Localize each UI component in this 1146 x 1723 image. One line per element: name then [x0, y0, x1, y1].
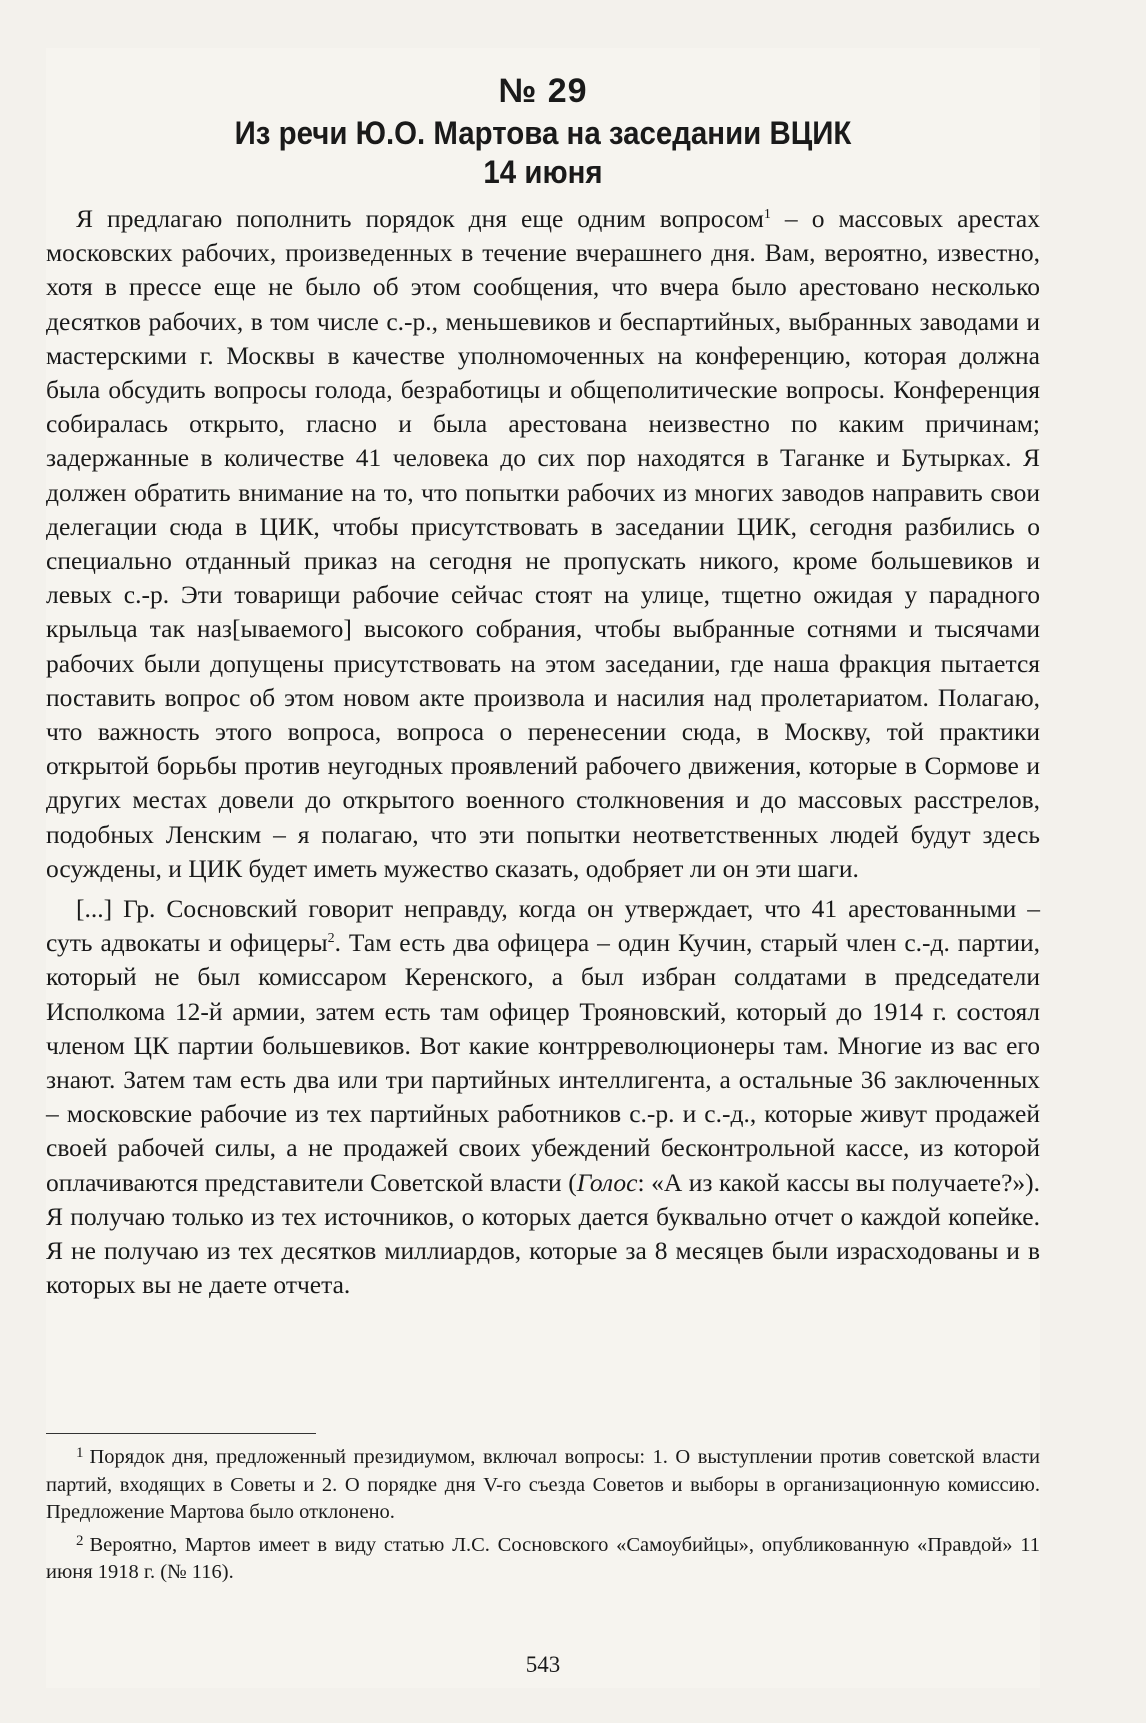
footnote-2: [46, 1532, 1040, 1587]
speech-text: [46, 202, 1040, 1303]
document-title-line-1: Из речи Ю.О. Мартова на заседании ВЦИК: [234, 115, 852, 151]
book-page: [46, 48, 1040, 1688]
paragraph-2-italic-voice: Голос: [576, 1167, 638, 1197]
footnote-ref-2: 2: [327, 931, 335, 947]
document-number: № 29: [498, 72, 588, 110]
paragraph-2-text-a: [...] Гр. Сосновский говорит неправду, когда он утверждает, что 41 арестованными – суть адвокаты и офицеры: [46, 894, 1040, 958]
footnote-divider: [46, 1433, 316, 1434]
page-number: 543: [525, 1652, 561, 1677]
footnote-1-text: Порядок дня, предложенный президиумом, включал вопросы: 1. О выступлении против советской власти партий, входящих в Советы и 2. О порядке дня V-го съезда Советов и выборы в организационную комиссию. Предложение Мартова было отклонено.: [46, 1446, 1040, 1523]
paragraph-1-text-b: – о массовых арестах московских рабочих, произведенных в течение вчерашнего дня. Вам, вероятно, известно, хотя в прессе еще не было об этом сообщения, что вчера было арестовано несколько десятков рабочих, в том числе с.-р., меньшевиков и беспартийных, выбранных заводами и мастерскими г. Москвы в качестве уполномоченных на конференцию, которая должна была обсудить вопросы голода, безработицы и общеполитические вопросы. Конференция собиралась открыто, гласно и была арестована неизвестно по каким причинам; задержанные в количестве 41 человека до сих пор находятся в Таганке и Бутырках. Я должен обратить внимание на то, что попытки рабочих из многих заводов направить свои делегации сюда в ЦИК, чтобы присутствовать в заседании ЦИК, сегодня разбились о специально отданный приказ на сегодня не пропускать никого, кроме большевиков и левых с.-р. Эти товарищи рабочие сейчас стоят на улице, тщетно ожидая у парадного крыльца так наз[ываемого] высокого собрания, чтобы выбранные сотнями и тысячами рабочих были допущены присутствовать на этом заседании, где наша фракция пытается поставить вопрос об этом новом акте произвола и насилия над пролетариатом. Полагаю, что важность этого вопроса, вопроса о перенесении сюда, в Москву, той практики открытой борьбы против неугодных проявлений рабочего движения, которые в Сормове и других местах довели до открытого военного столкновения и до массовых расстрелов, подобных Ленским – я полагаю, что эти попытки неответственных людей будут здесь осуждены, и ЦИК будет иметь мужество сказать, одобряет ли он эти шаги.: [46, 204, 1040, 883]
paragraph-1-text-a: Я предлагаю пополнить порядок дня еще одним вопросом: [76, 204, 764, 233]
footnote-ref-1: 1: [763, 207, 771, 222]
paragraph-2: [46, 892, 1040, 1302]
footnote-1: [46, 1444, 1040, 1527]
paragraph-1: [46, 202, 1040, 886]
footnote-1-mark: 1: [76, 1445, 84, 1461]
document-title: [86, 114, 1000, 192]
paragraph-2-text-b: . Там есть два офицера – один Кучин, старый член с.-д. партии, который не был комиссаром Керенского, а был избран солдатами в председатели Исполкома 12-й армии, затем есть там офицер Трояновский, который до 1914 г. состоял членом ЦК партии большевиков. Вот какие контрреволюционеры там. Многие из вас его знают. Затем там есть два или три партийных интеллигента, а остальные 36 заключенных – московские рабочие из тех партийных работников с.-р. и с.-д., которые живут продажей своей рабочей силы, а не продажей своих убеждений бесконтрольной кассе, из которой оплачиваются представители Советской власти (: [46, 928, 1040, 1197]
footnote-2-text: Вероятно, Мартов имеет в виду статью Л.С. Сосновского «Самоубийцы», опубликованную «Правдой» 11 июня 1918 г. (№ 116).: [46, 1533, 1040, 1583]
footnote-2-mark: 2: [76, 1532, 84, 1549]
footnotes: [46, 1444, 1040, 1587]
document-title-line-2: 14 июня: [483, 154, 603, 190]
paragraph-2-text-c: : «А из какой кассы вы получаете?»). Я получаю только из тех источников, о которых дается буквально отчет о каждой копейке. Я не получаю из тех десятков миллиардов, которые за 8 месяцев были израсходованы и в которых вы не даете отчета.: [46, 1167, 1040, 1300]
